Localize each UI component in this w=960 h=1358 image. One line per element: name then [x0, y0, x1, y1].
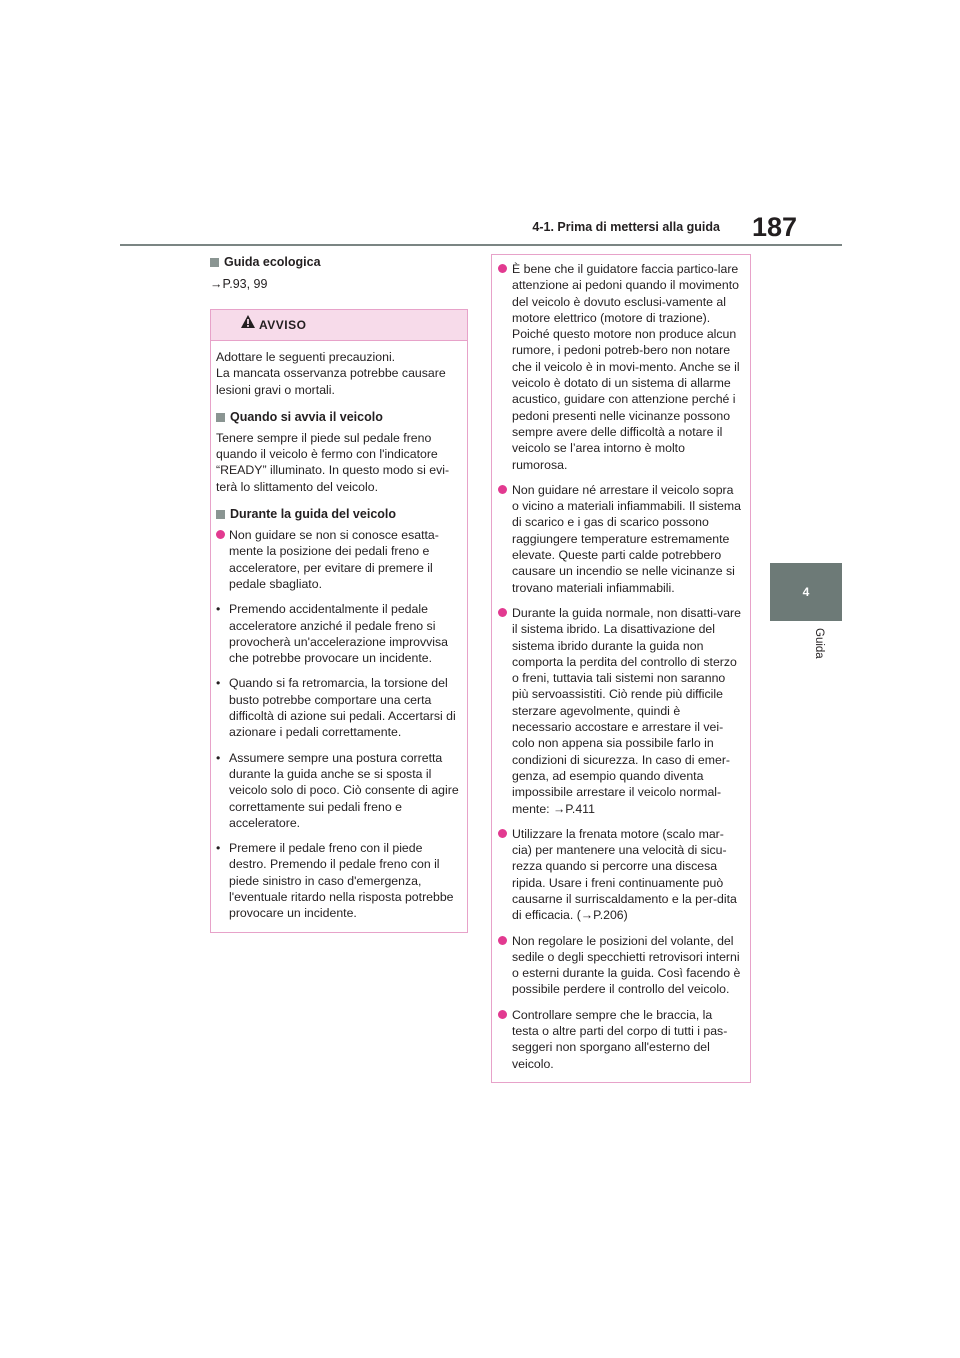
list-item: • Premere il pedale freno con il piede destro. Premendo il pedale freno con il piede sinistro in caso d'emergenza, l'eventuale ritardo nella risposta potrebbe provocare un incidente. [216, 841, 454, 921]
eco-heading: Guida ecologica [210, 254, 470, 271]
list-item: Non guidare né arrestare il veicolo sopra o vicino a materiali infiammabili. Il sistema di scarico e i gas di scarico possono raggiungere temperature estremamente elevate. Queste parti calde potrebbero causare un incendio se nelle vicinanze si trovano materiali infiammabili. [498, 482, 742, 596]
warning-intro: Adottare le seguenti precauzioni. La mancata osservanza potrebbe causare lesioni gravi o mortali. [216, 350, 446, 397]
list-item: Non guidare se non si conosce esatta-mente la posizione dei pedali freno e acceleratore, per evitare di premere il pedale sbagliato. [216, 527, 461, 592]
subheading-driving: Durante la guida del veicolo [216, 506, 461, 523]
bullet-icon: • [216, 750, 221, 765]
square-bullet-icon [216, 413, 225, 422]
page-number: 187 [751, 212, 797, 242]
chapter-label: Guida [813, 628, 825, 659]
bullet-icon: • [216, 676, 221, 691]
circle-bullet-icon [216, 530, 225, 539]
header-rule [120, 244, 842, 246]
subheading-starting: Quando si avvia il veicolo [216, 409, 461, 426]
circle-bullet-icon [498, 264, 507, 273]
section-title: 4-1. Prima di mettersi alla guida [532, 220, 720, 234]
circle-bullet-icon [498, 936, 507, 945]
circle-bullet-icon [498, 608, 507, 617]
list-item: Durante la guida normale, non disatti-vare il sistema ibrido. La disattivazione del sistema ibrido durante la guida non comporta la perdita del controllo di sterzo o freni, tuttavia tali sistemi non saranno più servoassistiti. Ciò rende più difficile sterzare agevolmente, quindi è necessario accostare e arrestare il vei-colo non appena sia possibile farlo in condizioni di sicurezza. In caso di emer-genza, ad esempio quando diventa impossibile arrestare il veicolo normal-mente: →P.411 [498, 605, 742, 817]
circle-bullet-icon [498, 829, 507, 838]
list-item: • Assumere sempre una postura corretta durante la guida anche se si sposta il veicolo solo di poco. Ciò consente di agire correttamente sui pedali freno e acceleratore. [216, 750, 459, 830]
warning-box [210, 309, 468, 933]
warning-title: AVVISO [259, 318, 307, 332]
circle-bullet-icon [498, 1010, 507, 1019]
list-item: • Quando si fa retromarcia, la torsione del busto potrebbe comportare una certa difficoltà di azione sui pedali. Accertarsi di azionare i pedali correttamente. [216, 676, 456, 740]
list-item: Non regolare le posizioni del volante, del sedile o degli specchietti retrovisori interni o esterni durante la guida. Così facendo è possibile perdere il controllo del veicolo. [498, 933, 742, 998]
bullet-icon: • [216, 602, 221, 617]
page-reference-link[interactable]: →P.93, 99 [210, 277, 268, 291]
list-item: • Premendo accidentalmente il pedale acceleratore anziché il pedale freno si provocherà un'accelerazione improvvisa che potrebbe provocare un incidente. [216, 602, 449, 666]
warning-triangle-icon [240, 314, 256, 334]
warning-continuation-box [491, 254, 751, 1083]
list-item: Controllare sempre che le braccia, la testa o altre parti del corpo di tutti i pas-seggeri non sporgano all'esterno del veicolo. [498, 1007, 742, 1072]
bullet-icon: • [216, 841, 221, 856]
list-item: Utilizzare la frenata motore (scalo mar-cia) per mantenere una velocità di sicu-rezza quando si percorre una discesa ripida. Usare i freni continuamente può causarne il surriscaldamento e la per-dita di efficacia. (→P.206) [498, 826, 742, 924]
circle-bullet-icon [498, 485, 507, 494]
square-bullet-icon [210, 258, 219, 267]
starting-text: Tenere sempre il piede sul pedale freno quando il veicolo è fermo con l'indicatore “READY” illuminato. In questo modo si evi-terà lo slittamento del veicolo. [216, 430, 450, 494]
square-bullet-icon [216, 510, 225, 519]
warning-header [211, 310, 467, 341]
list-item: È bene che il guidatore faccia partico-lare attenzione ai pedoni quando il movimento del veicolo è dovuto esclusi-vamente al motore elettrico (motore di trazione). Poiché questo motore non produce alcun rumore, i pedoni potreb-bero non notare che il veicolo è in movi-mento. Anche se il veicolo è dotato di un sistema di allarme acustico, guidare con attenzione perché i pedoni presenti nelle vicinanze possono sempre avere delle difficoltà a notare il veicolo se l’area intorno è molto rumorosa. [498, 261, 742, 473]
eco-section [210, 254, 470, 293]
chapter-tab[interactable]: 4 [770, 563, 842, 621]
